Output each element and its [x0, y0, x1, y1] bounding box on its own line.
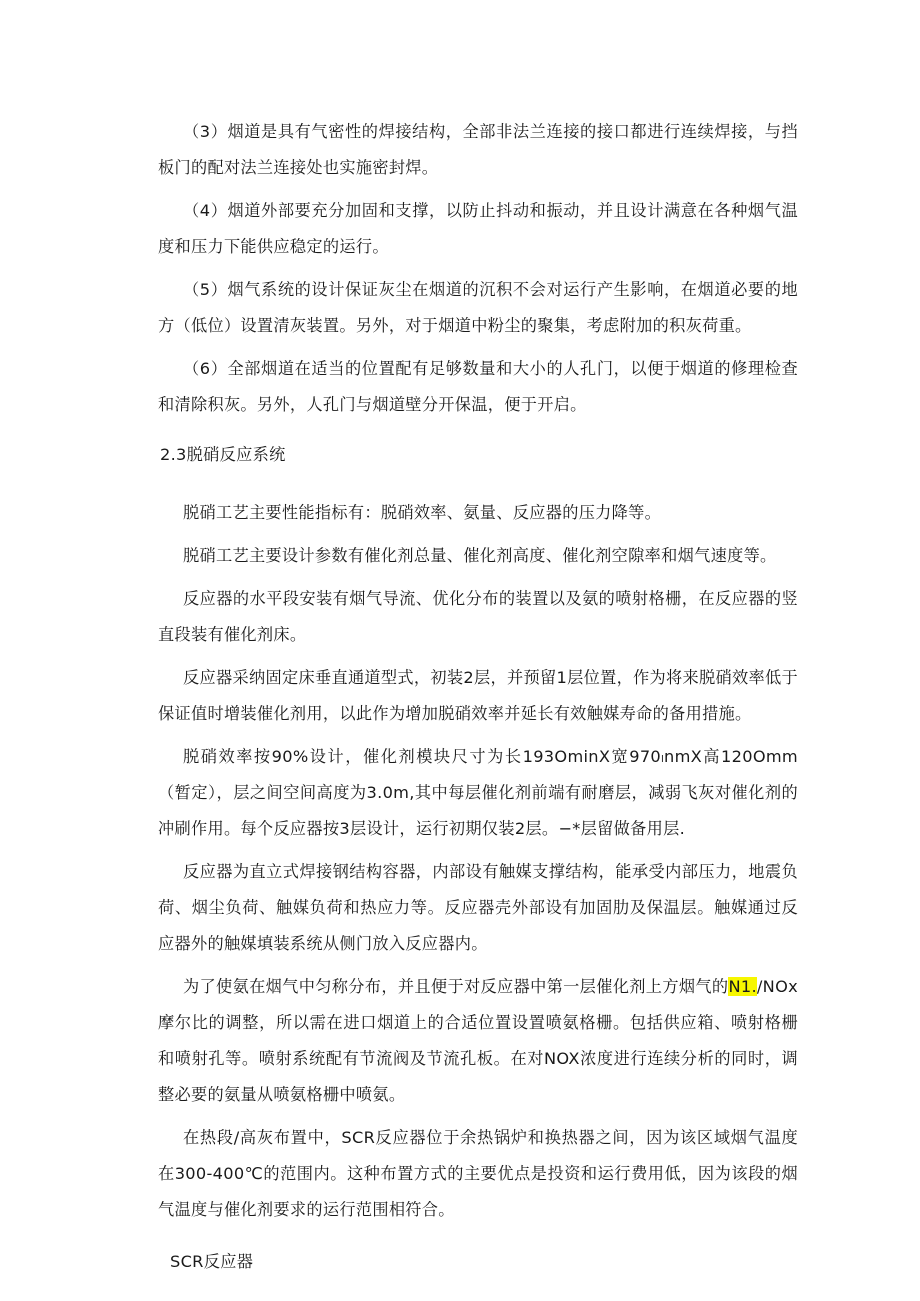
paragraph-3: （3）烟道是具有气密性的焊接结构，全部非法兰连接的接口都进行连续焊接，与挡板门的配对法兰连接处也实施密封焊。 [158, 122, 798, 177]
paragraph-parameters: 脱硝工艺主要设计参数有催化剂总量、催化剂高度、催化剂空隙率和烟气速度等。 [183, 546, 777, 565]
document-body [158, 114, 798, 1280]
paragraph-efficiency: 脱硝效率按90%设计，催化剂模块尺寸为长193OminX宽970ₗnmX高120Omm（暂定），层之间空间高度为3.0m,其中每层催化剂前端有耐磨层，减弱飞灰对催化剂的冲刷作用。每个反应器按3层设计，运行初期仅装2层。−*层留做备用层. [158, 747, 798, 838]
section-heading-scr: SCR反应器 [170, 1252, 254, 1271]
paragraph-hot-section: 在热段/高灰布置中，SCR反应器位于余热锅炉和换热器之间，因为该区域烟气温度在300-400℃的范围内。这种布置方式的主要优点是投资和运行费用低，因为该段的烟气温度与催化剂要求的运行范围相符合。 [158, 1128, 798, 1219]
ammonia-text-after: /NOx摩尔比的调整，所以需在进口烟道上的合适位置设置喷氨格栅。包括供应箱、喷射格栅和喷射孔等。喷射系统配有节流阀及节流孔板。在对NOX浓度进行连续分析的同时，调整必要的氨量从喷氨格栅中喷氨。 [158, 977, 798, 1104]
ammonia-text-before: 为了使氨在烟气中匀称分布，并且便于对反应器中第一层催化剂上方烟气的 [183, 977, 729, 996]
highlighted-text: N1. [728, 977, 757, 996]
paragraph-5: （5）烟气系统的设计保证灰尘在烟道的沉积不会对运行产生影响，在烟道必要的地方（低位）设置清灰装置。另外，对于烟道中粉尘的聚集，考虑附加的积灰荷重。 [158, 280, 798, 335]
section-heading-2-3: 2.3脱硝反应系统 [160, 445, 286, 464]
paragraph-4: （4）烟道外部要充分加固和支撑，以防止抖动和振动，并且设计满意在各种烟气温度和压力下能供应稳定的运行。 [158, 201, 798, 256]
paragraph-reactor-type: 反应器采纳固定床垂直通道型式，初装2层，并预留1层位置，作为将来脱硝效率低于保证值时增装催化剂用，以此作为增加脱硝效率并延长有效触媒寿命的备用措施。 [158, 668, 798, 723]
paragraph-performance: 脱硝工艺主要性能指标有：脱硝效率、氨量、反应器的压力降等。 [183, 503, 662, 522]
paragraph-ammonia [158, 969, 798, 1113]
paragraph-reactor-horizontal: 反应器的水平段安装有烟气导流、优化分布的装置以及氨的喷射格栅，在反应器的竖直段装有催化剂床。 [158, 589, 798, 644]
paragraph-vessel: 反应器为直立式焊接钢结构容器，内部设有触媒支撑结构，能承受内部压力，地震负荷、烟尘负荷、触媒负荷和热应力等。反应器壳外部设有加固肋及保温层。触媒通过反应器外的触媒填装系统从侧门放入反应器内。 [158, 862, 798, 953]
paragraph-6: （6）全部烟道在适当的位置配有足够数量和大小的人孔门，以便于烟道的修理检查和清除积灰。另外，人孔门与烟道壁分开保温，便于开启。 [158, 359, 798, 414]
